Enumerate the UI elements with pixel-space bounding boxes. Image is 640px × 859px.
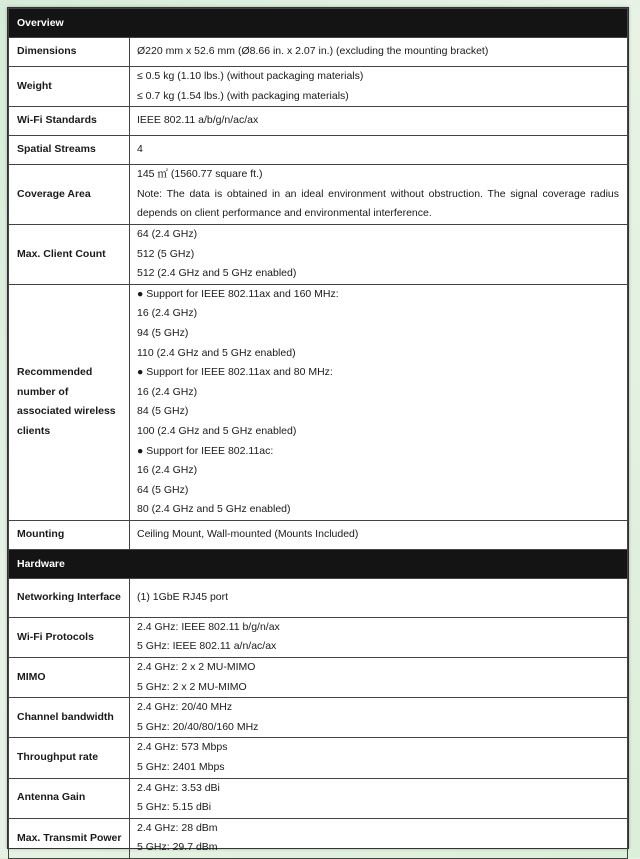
spec-value-line: 512 (5 GHz) [137, 247, 195, 260]
spec-value [130, 520, 628, 549]
spec-value-line: Ø220 mm x 52.6 mm (Ø8.66 in. x 2.07 in.) (excluding the mounting bracket) [137, 45, 489, 58]
spec-value-line: 5 GHz: IEEE 802.11 a/n/ac/ax [137, 640, 277, 653]
spec-row [9, 38, 628, 67]
spec-row [9, 67, 628, 107]
overview-section-header [9, 9, 628, 38]
spec-label: Max. Client Count [9, 224, 130, 284]
spec-value-line: 2.4 GHz: 573 Mbps [137, 741, 228, 754]
spec-value [130, 38, 628, 67]
spec-value-line: 4 [137, 143, 143, 156]
spec-label: Antenna Gain [9, 778, 130, 818]
spec-label: Wi-Fi Standards [9, 107, 130, 136]
spec-row [9, 284, 628, 520]
spec-value-line: (1) 1GbE RJ45 port [137, 591, 229, 604]
spec-value-line: 2.4 GHz: 3.53 dBi [137, 781, 220, 794]
spec-table [8, 8, 628, 859]
spec-row [9, 107, 628, 136]
spec-value-line: ● Support for IEEE 802.11ac: [137, 444, 274, 457]
section-title: Overview [9, 9, 628, 38]
spec-label: Wi-Fi Protocols [9, 617, 130, 657]
spec-value [130, 136, 628, 165]
spec-label: Max. Transmit Power [9, 818, 130, 858]
spec-value-line: 5 GHz: 2 x 2 MU-MIMO [137, 680, 247, 693]
spec-value-line: 94 (5 GHz) [137, 326, 189, 339]
spec-label: Spatial Streams [9, 136, 130, 165]
spec-value-line: Ceiling Mount, Wall-mounted (Mounts Included) [137, 528, 359, 541]
spec-value [130, 818, 628, 858]
spec-row [9, 165, 628, 225]
spec-value-line: 16 (2.4 GHz) [137, 385, 198, 398]
spec-value-line: 512 (2.4 GHz and 5 GHz enabled) [137, 267, 297, 280]
spec-row [9, 658, 628, 698]
spec-value-line: 16 (2.4 GHz) [137, 307, 198, 320]
spec-value-line: 5 GHz: 2401 Mbps [137, 761, 225, 774]
spec-value-line: 5 GHz: 29.7 dBm [137, 841, 218, 854]
spec-value [130, 617, 628, 657]
spec-value [130, 778, 628, 818]
spec-row [9, 818, 628, 858]
spec-value-line: 2.4 GHz: 2 x 2 MU-MIMO [137, 661, 256, 674]
spec-value-line: ≤ 0.5 kg (1.10 lbs.) (without packaging materials) [137, 70, 364, 82]
spec-row [9, 520, 628, 549]
spec-value-line: 16 (2.4 GHz) [137, 464, 198, 477]
spec-label: Weight [9, 67, 130, 107]
spec-value-line: 80 (2.4 GHz and 5 GHz enabled) [137, 503, 291, 516]
spec-value-line: 5 GHz: 5.15 dBi [137, 801, 212, 814]
spec-row [9, 778, 628, 818]
spec-value-line: 2.4 GHz: 20/40 MHz [137, 701, 233, 714]
spec-row [9, 578, 628, 617]
spec-label: Coverage Area [9, 165, 130, 225]
hardware-section-header [9, 549, 628, 578]
spec-value-line: Note: The data is obtained in an ideal environment without obstruction. The signal coverage radius depends on client performance and environmental interference. [137, 187, 619, 220]
spec-value [130, 658, 628, 698]
spec-value-line: 100 (2.4 GHz and 5 GHz enabled) [137, 424, 297, 437]
spec-label: Mounting [9, 520, 130, 549]
spec-row [9, 136, 628, 165]
spec-value [130, 284, 628, 520]
spec-value [130, 578, 628, 617]
spec-label: Recommended number of associated wireless clients [9, 284, 130, 520]
spec-value-line: ● Support for IEEE 802.11ax and 80 MHz: [137, 366, 333, 379]
spec-label: Dimensions [9, 38, 130, 67]
spec-table-body [9, 9, 628, 859]
spec-label: MIMO [9, 658, 130, 698]
spec-value-line: ● Support for IEEE 802.11ax and 160 MHz: [137, 287, 339, 300]
spec-value-line: IEEE 802.11 a/b/g/n/ac/ax [137, 114, 259, 127]
spec-label: Networking Interface [9, 578, 130, 617]
spec-row [9, 698, 628, 738]
spec-value-line: ≤ 0.7 kg (1.54 lbs.) (with packaging materials) [137, 89, 349, 102]
spec-label: Throughput rate [9, 738, 130, 778]
spec-value-line: 110 (2.4 GHz and 5 GHz enabled) [137, 346, 296, 359]
section-title: Hardware [9, 549, 628, 578]
spec-row [9, 224, 628, 284]
spec-value-line: 64 (5 GHz) [137, 483, 189, 496]
spec-label: Channel bandwidth [9, 698, 130, 738]
spec-value-line: 2.4 GHz: IEEE 802.11 b/g/n/ax [137, 620, 280, 633]
spec-value [130, 738, 628, 778]
spec-value-line: 145 ㎡ (1560.77 square ft.) [137, 168, 263, 181]
spec-value-line: 84 (5 GHz) [137, 405, 189, 418]
spec-row [9, 617, 628, 657]
spec-value [130, 165, 628, 225]
spec-value [130, 698, 628, 738]
spec-value [130, 224, 628, 284]
spec-value [130, 67, 628, 107]
spec-row [9, 738, 628, 778]
spec-value-line: 5 GHz: 20/40/80/160 MHz [137, 720, 259, 733]
spec-value-line: 2.4 GHz: 28 dBm [137, 821, 218, 834]
spec-value-line: 64 (2.4 GHz) [137, 227, 198, 240]
spec-sheet [7, 7, 629, 854]
spec-value [130, 107, 628, 136]
